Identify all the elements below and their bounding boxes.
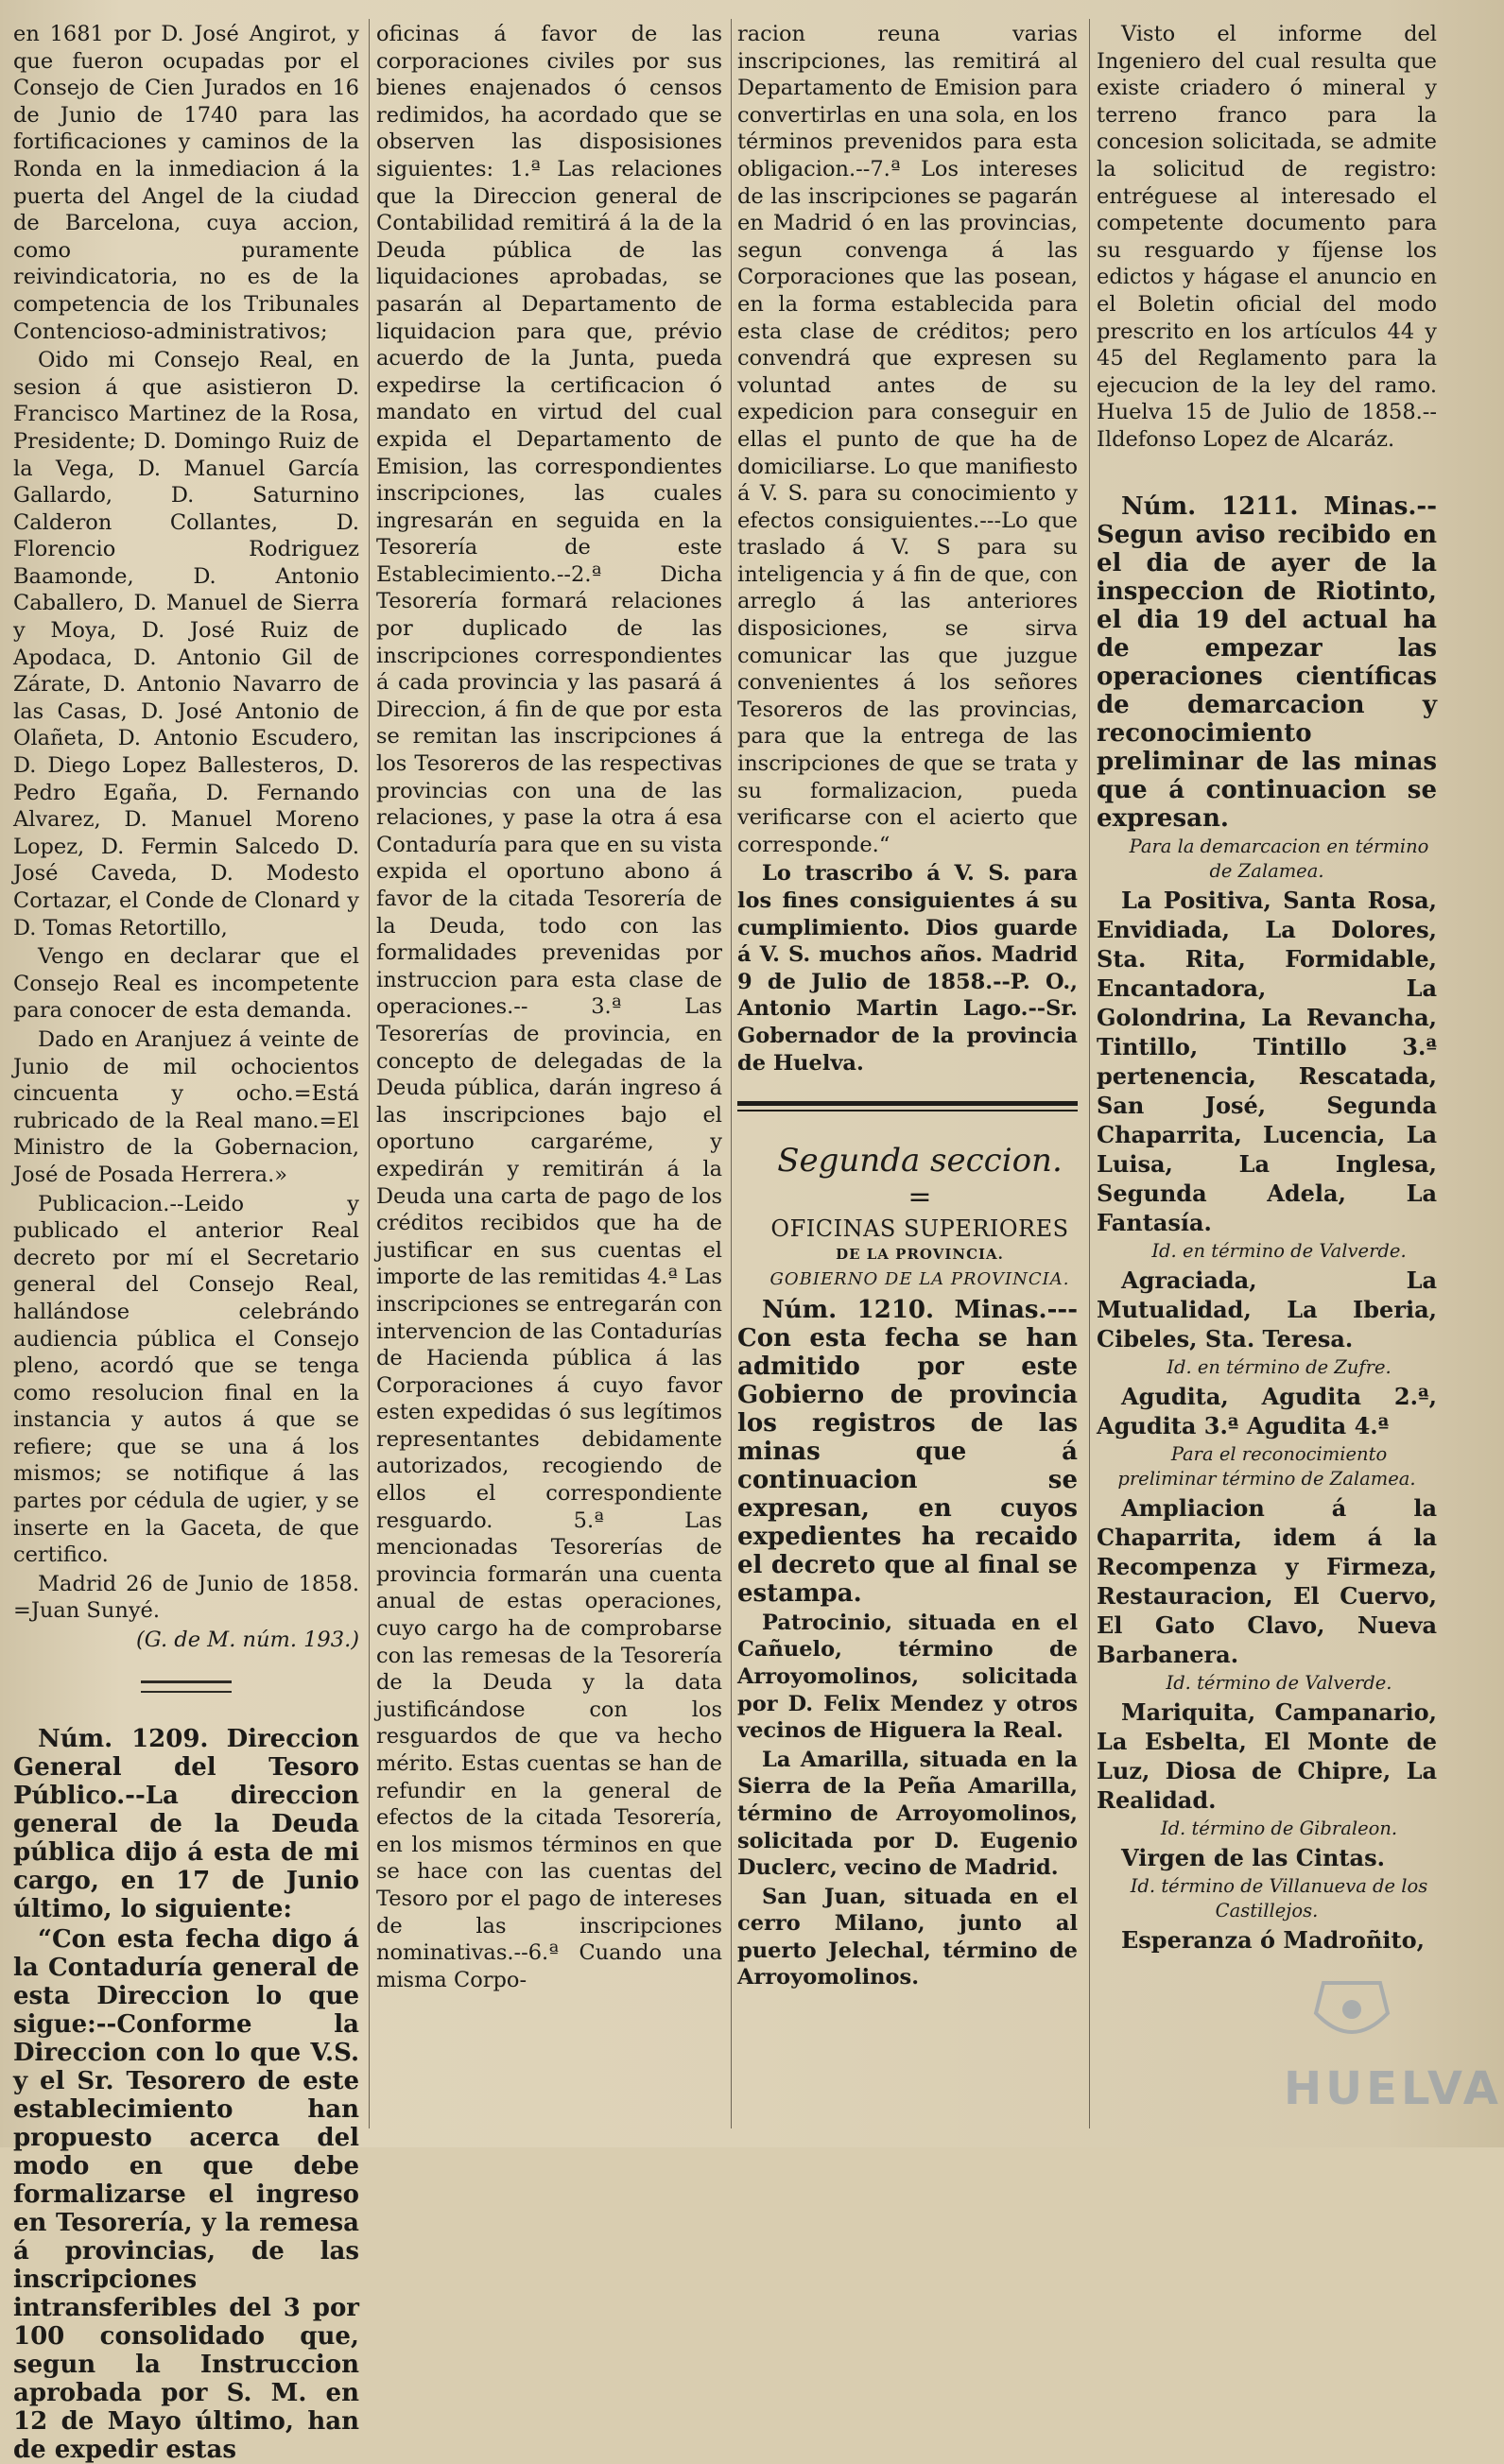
source-citation: (G. de M. núm. 193.) <box>136 1628 359 1653</box>
entry-number: Núm. 1210. <box>762 1295 935 1324</box>
paragraph: Dado en Aranjuez á veinte de Junio de mil ochocientos cincuenta y ocho.=Está rubricado de la Real mano.=El Ministro de la Gobernacion, José de Posada Herrera.» <box>13 1026 359 1187</box>
watermark-stamp <box>1229 1975 1502 2117</box>
column-rule <box>731 19 732 2128</box>
entry-heading: Direccion General del Tesoro Público.--La direccion general de la Deuda pública dijo á esta de mi cargo, en 17 de Junio último, lo siguiente: <box>13 1724 360 1923</box>
entry-1210 <box>737 1296 1078 1608</box>
entry-1209 <box>13 1725 359 1923</box>
paragraph: Publicacion.--Leido y publicado el anterior Real decreto por mí el Secretario general del Consejo Real, hallándose celebrándo audiencia pública el Consejo pleno, acordó que se tenga como resolucion final en la instancia y autos á que se refiere; que se una á los mismos; se notifique á las partes por cédula de ugier, y se inserte en la Gaceta, de que certifico. <box>13 1191 359 1568</box>
paragraph: Lo trascribo á V. S. para los fines consiguientes á su cumplimiento. Dios guarde á V. S. muchos años. Madrid 9 de Julio de 1858.--P. O., Antonio Martin Lago.--Sr. Gobernador de la provincia de Huelva. <box>737 861 1078 1076</box>
section-mark: = <box>908 1180 932 1215</box>
mine-list: Mariquita, Campanario, La Esbelta, El Monte de Luz, Diosa de Chipre, La Realidad. <box>1097 1697 1437 1814</box>
paragraph: La Amarilla, situada en la Sierra de la Peña Amarilla, término de Arroyomolinos, solicitada por D. Eugenio Duclerc, vecino de Madrid. <box>737 1747 1078 1881</box>
location-heading: Id. término de Valverde. <box>1166 1671 1392 1694</box>
gobierno-heading: GOBIERNO DE LA PROVINCIA. <box>769 1269 1070 1290</box>
mine-list: Agudita, Agudita 2.ª, Agudita 3.ª Agudita 4.ª <box>1097 1382 1437 1439</box>
office-title: OFICINAS SUPERIORES <box>770 1215 1069 1243</box>
dateline: Madrid 26 de Junio de 1858. =Juan Sunyé. <box>13 1571 359 1624</box>
location-heading: Para la demarcacion en término de Zalamea. <box>1129 835 1429 882</box>
office-subtitle: DE LA PROVINCIA. <box>836 1246 1004 1264</box>
column-rule <box>1089 19 1090 2128</box>
paragraph: en 1681 por D. José Angirot, y que fueron ocupadas por el Consejo de Cien Jurados en 16 de Junio de 1740 para las fortificaciones y caminos de la Ronda en la inmediacion á la puerta del Angel de la ciudad de Barcelona, cuya accion, como puramente reivindicatoria, no es de la competencia de los Tribunales Contencioso-administrativos; <box>13 22 359 344</box>
location-heading: Para el reconocimiento preliminar término de Zalamea. <box>1117 1442 1416 1490</box>
entry-text: Minas.---Con esta fecha se han admitido por este Gobierno de provincia los registros de las minas que á continuacion se expresan, en cuyos expedientes ha recaido el decreto que al final se estampa. <box>737 1295 1078 1608</box>
location-heading: Id. término de Gibraleon. <box>1160 1817 1398 1839</box>
watermark-text: HUELVA <box>1284 2062 1502 2115</box>
entry-text: Minas.--Segun aviso recibido en el dia de ayer de la inspeccion de Riotinto, el dia 19 del actual ha de empezar las operaciones científicas de demarcacion y reconocimiento preliminar de las minas que á continuacion se expresan. <box>1097 491 1437 833</box>
mine-list: La Positiva, Santa Rosa, Envidiada, La Dolores, Sta. Rita, Formidable, Encantadora, La Golondrina, La Revancha, Tintillo, Tintillo 3.ª pertenencia, Rescatada, San José, Segunda Chaparrita, Lucencia, La Luisa, La Inglesa, Segunda Adela, La Fantasía. <box>1097 886 1437 1236</box>
paragraph: Patrocinio, situada en el Cañuelo, término de Arroyomolinos, solicitada por D. Felix Mendez y otros vecinos de Higuera la Real. <box>737 1610 1078 1744</box>
entry-number: Núm. 1211. <box>1121 491 1299 521</box>
column-1 <box>13 21 360 2464</box>
mine-list: Esperanza ó Madroñito, <box>1121 1925 1425 1954</box>
section-divider <box>737 1101 1078 1111</box>
mine-list: Virgen de las Cintas. <box>1121 1843 1385 1871</box>
entry-1211 <box>1097 492 1437 833</box>
section-title: Segunda seccion. <box>777 1142 1063 1180</box>
paragraph: oficinas á favor de las corporaciones civiles por sus bienes enajenados ó censos redimidos, ha acordado que se observen las disposisiones siguientes: 1.ª Las relaciones que la Direccion general de Contabilidad remitirá á la de la Deuda pública de las liquidaciones aprobadas, se pasarán al Departamento de liquidacion para que, prévio acuerdo de la Junta, pueda expedirse la certificacion ó mandato en virtud del cual expida el Departamento de Emision, las correspondientes inscripciones, las cuales ingresarán en seguida en la Tesorería de este Establecimiento.--2.ª Dicha Tesorería formará relaciones por duplicado de las inscripciones correspondientes á cada provincia y las pasará á Direccion, á fin de que por esta se remitan las inscripciones á los Tesoreros de las respectivas provincias con una de las relaciones, y pase la otra á esa Contaduría para que en su vista expida el oportuno abono á favor de la citada Tesorería de la Deuda, todo con las formalidades prevenidas por instruccion para esta clase de operaciones.-- 3.ª Las Tesorerías de provincia, en concepto de delegadas de la Deuda pública, darán ingreso á las inscripciones bajo el oportuno cargaréme, y expedirán y remitirán á la Deuda una carta de pago de los créditos recibidos que ha de justificar en sus cuentas el importe de las remitidas 4.ª Las inscripciones se entregarán con intervencion de las Contadurías de Hacienda pública á las Corporaciones á cuyo favor esten expedidas ó sus legítimos representantes debidamente autorizados, recogiendo de ellos el correspondiente resguardo. 5.ª Las mencionadas Tesorerías de provincia formarán una cuenta anual de estas operaciones, cuyo cargo ha de comprobarse con las remesas de la Tesorería de la Deuda y la data justificándose con los resguardos de que va hecho mérito. Estas cuentas se han de refundir en la general de efectos de la citada Tesorería, en los mismos términos en que se hace con las cuentas del Tesoro por el pago de intereses de las inscripciones nominativas.--6.ª Cuando una misma Corpo- <box>376 22 722 1992</box>
location-heading: Id. término de Villanueva de los Castillejos. <box>1130 1874 1428 1921</box>
location-heading: Id. en término de Zufre. <box>1167 1355 1392 1378</box>
column-2 <box>376 21 722 2128</box>
location-heading: Id. en término de Valverde. <box>1151 1239 1407 1262</box>
paragraph: “Con esta fecha digo á la Contaduría general de esta Direccion lo que sigue:--Conforme la Direccion con lo que V.S. y el Sr. Tesorero de este establecimiento han propuesto acerca del modo en que debe formalizarse el ingreso en Tesorería, y la remesa á provincias, de las inscripciones intransferibles del 3 por 100 consolidado que, segun la Instruccion aprobada por S. M. en 12 de Mayo último, han de expedir estas <box>13 1924 359 2464</box>
column-3 <box>737 21 1078 2128</box>
section-ornament <box>141 1680 232 1693</box>
paragraph: Oido mi Consejo Real, en sesion á que asistieron D. Francisco Martinez de la Rosa, Presidente; D. Domingo Ruiz de la Vega, D. Manuel García Gallardo, D. Saturnino Calderon Collantes, D. Florencio Rodriguez Baamonde, D. Antonio Caballero, D. Manuel de Sierra y Moya, D. José Ruiz de Apodaca, D. Antonio Gil de Zárate, D. Antonio Navarro de las Casas, D. José Antonio de Olañeta, D. Antonio Escudero, D. Diego Lopez Ballesteros, D. Pedro Egaña, D. Fernando Alvarez, D. Manuel Moreno Lopez, D. Fermin Salcedo D. José Caveda, D. Modesto Cortazar, el Conde de Clonard y D. Tomas Retortillo, <box>13 348 359 940</box>
column-4 <box>1097 21 1437 2128</box>
paragraph: San Juan, situada en el cerro Milano, junto al puerto Jelechal, término de Arroyomolinos. <box>737 1884 1078 1990</box>
mine-list: Agraciada, La Mutualidad, La Iberia, Cibeles, Sta. Teresa. <box>1097 1266 1437 1353</box>
entry-number: Núm. 1209. <box>38 1724 209 1753</box>
paragraph: Visto el informe del Ingeniero del cual resulta que existe criadero ó mineral y terreno franco para la concesion solicitada, se admite la solicitud de registro: entréguese al interesado el competente documento para su resguardo y fíjense los edictos y hágase el anuncio en el Boletin oficial del modo prescrito en los artículos 44 y 45 del Reglamento para la ejecucion de la ley del ramo. Huelva 15 de Julio de 1858.--Ildefonso Lopez de Alcaráz. <box>1097 22 1437 452</box>
paragraph: racion reuna varias inscripciones, las remitirá al Departamento de Emision para convertirlas en una sola, en los términos prevenidos para esta obligacion.--7.ª Los intereses de las inscripciones se pagarán en Madrid ó en las provincias, segun convenga á las Corporaciones que las posean, en la forma establecida para esta clase de créditos; pero convendrá que expresen su voluntad antes de su expedicion para conseguir en ellas el punto de que ha de domiciliarse. Lo que manifiesto á V. S. para su conocimiento y efectos consiguientes.---Lo que traslado á V. S para su inteligencia y á fin de que, con arreglo á las anteriores disposiciones, se sirva comunicar las que juzgue convenientes á los señores Tesoreros de las provincias, para que la entrega de las inscripciones de que se trata y su formalizacion, pueda verificarse con el acierto que corresponde.“ <box>737 22 1078 857</box>
mine-list: Ampliacion á la Chaparrita, idem á la Recompenza y Firmeza, Restauracion, El Cuervo, El Gato Clavo, Nueva Barbanera. <box>1097 1493 1437 1668</box>
paragraph: Vengo en declarar que el Consejo Real es incompetente para conocer de esta demanda. <box>13 944 359 1024</box>
column-rule <box>369 19 370 2128</box>
